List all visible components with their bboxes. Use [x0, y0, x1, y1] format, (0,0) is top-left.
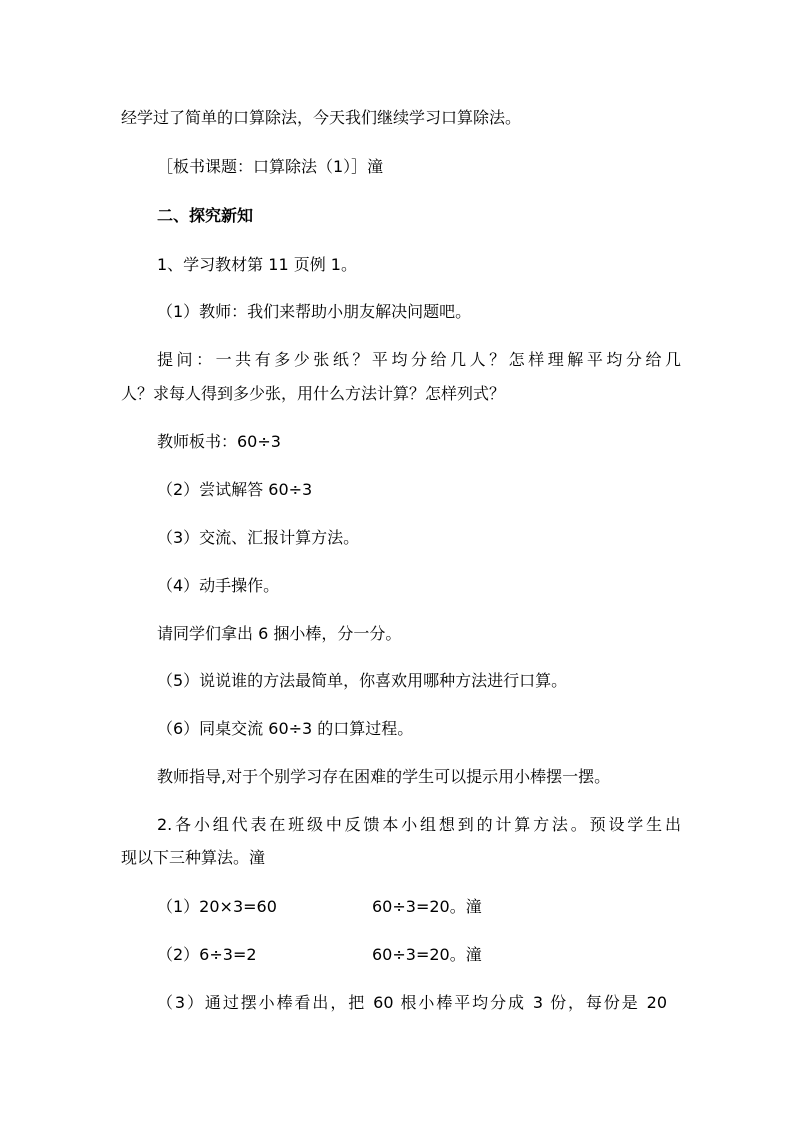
board-title: ［板书课题：口算除法（1）］潼 — [157, 157, 384, 176]
step-1: 1、学习教材第 11 页例 1。 — [157, 255, 357, 274]
method-1-result: 60÷3=20。潼 — [372, 897, 482, 916]
method-1-expression: （1）20×3=60 — [157, 897, 277, 916]
method-row — [157, 945, 717, 965]
method-2-result: 60÷3=20。潼 — [372, 945, 482, 964]
step-1-1: （1）教师：我们来帮助小朋友解决问题吧。 — [157, 302, 472, 321]
instruction-line: 请同学们拿出 6 捆小棒，分一分。 — [157, 624, 402, 643]
step-1-4: （4）动手操作。 — [157, 576, 280, 595]
intro-line: 经学过了简单的口算除法，今天我们继续学习口算除法。 — [121, 108, 522, 127]
method-3-line: （3）通过摆小棒看出，把 60 根小棒平均分成 3 份，每份是 20 — [157, 993, 667, 1012]
step-1-5: （5）说说谁的方法最简单，你喜欢用哪种方法进行口算。 — [157, 671, 568, 690]
question-line-2: 人？求每人得到多少张，用什么方法计算？怎样列式？ — [121, 384, 506, 403]
step-1-6: （6）同桌交流 60÷3 的口算过程。 — [157, 719, 414, 738]
step-2-line-1: 2.各小组代表在班级中反馈本小组想到的计算方法。预设学生出 — [157, 815, 681, 834]
method-row — [157, 897, 717, 917]
step-1-2: （2）尝试解答 60÷3 — [157, 480, 313, 499]
step-1-3: （3）交流、汇报计算方法。 — [157, 528, 360, 547]
question-line-1: 提问：一共有多少张纸？平均分给几人？怎样理解平均分给几 — [157, 350, 681, 369]
step-2-line-2: 现以下三种算法。潼 — [121, 848, 266, 867]
method-2-expression: （2）6÷3=2 — [157, 945, 257, 964]
section-heading: 二、探究新知 — [157, 206, 254, 225]
teacher-guidance: 教师指导,对于个别学习存在困难的学生可以提示用小棒摆一摆。 — [157, 767, 611, 786]
board-writing: 教师板书：60÷3 — [157, 432, 281, 451]
